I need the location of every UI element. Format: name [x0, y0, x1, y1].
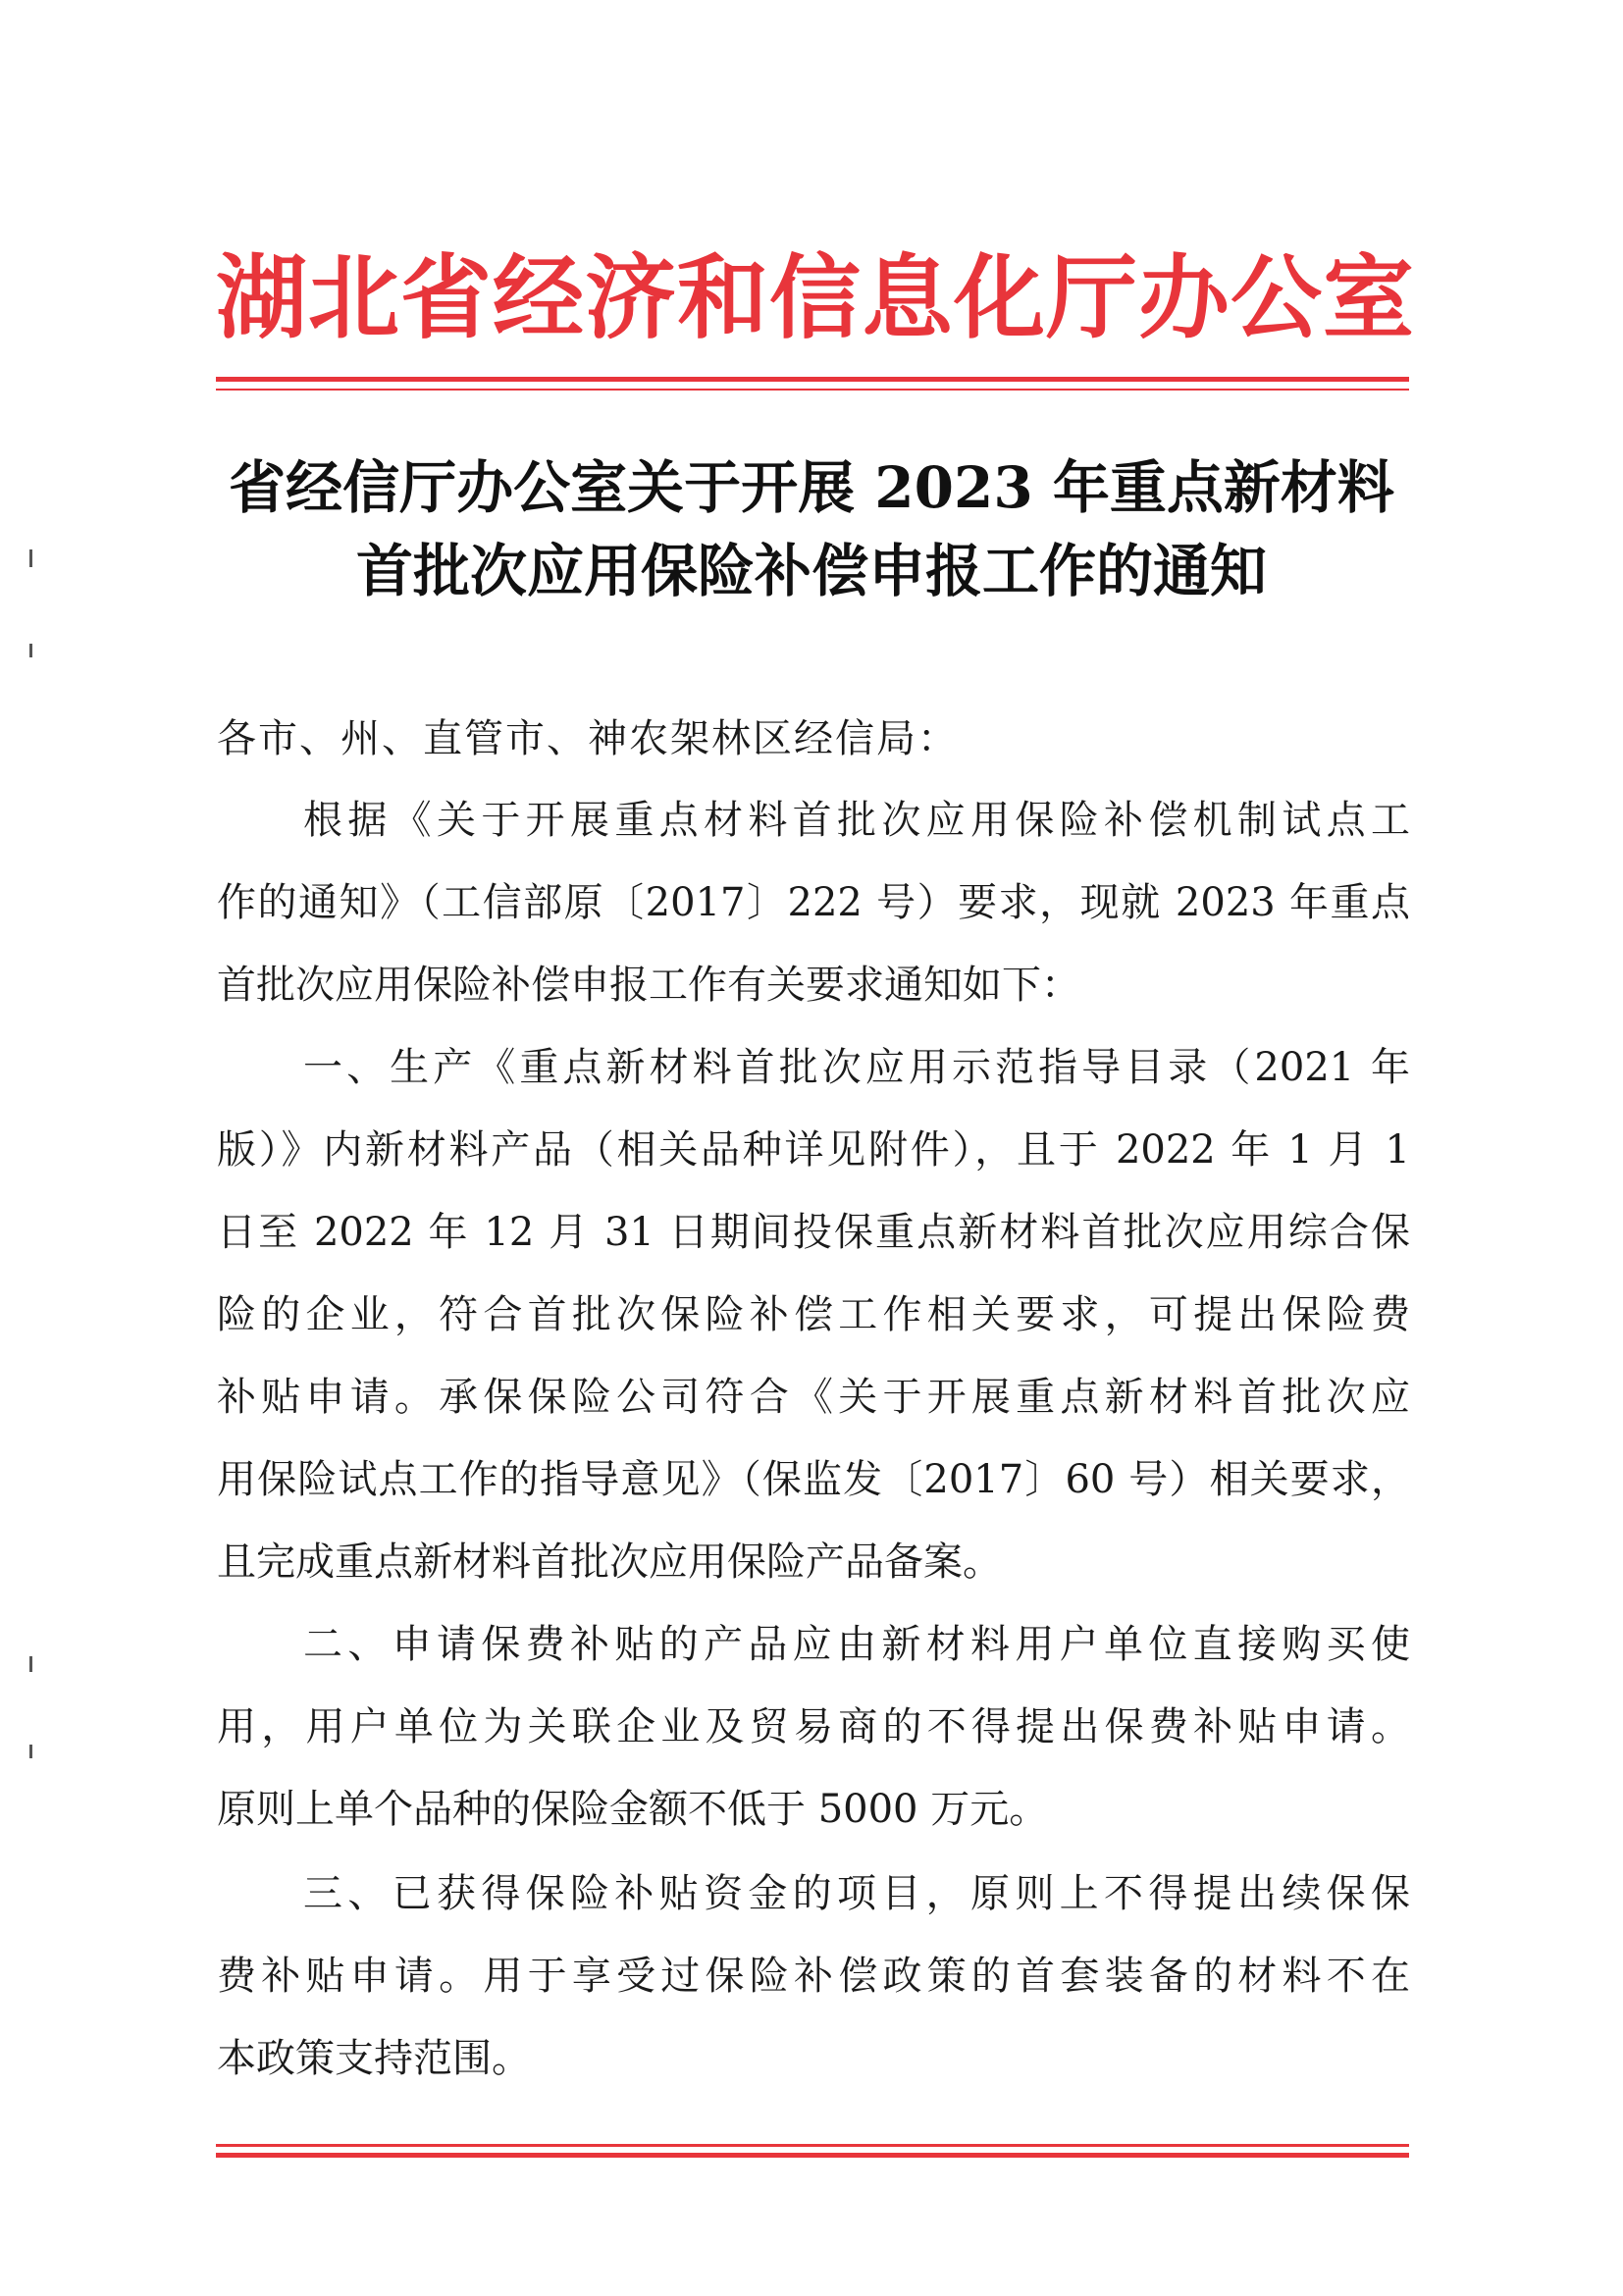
- paragraph-2-line-1: 一、生产《重点新材料首批次应用示范指导目录（2021 年: [303, 1045, 1410, 1090]
- header-rule-thin: [216, 389, 1409, 391]
- paragraph-3-line-2: 用，用户单位为关联企业及贸易商的不得提出保费补贴申请。: [217, 1704, 1410, 1749]
- paragraph-2-line-2: 版）》内新材料产品（相关品种详见附件），且于 2022 年 1 月 1: [217, 1127, 1410, 1173]
- footer-rule-thin: [216, 2144, 1409, 2147]
- paragraph-1-line-1: 根据《关于开展重点材料首批次应用保险补偿机制试点工: [303, 798, 1410, 843]
- document-title-line-1: 省经信厅办公室关于开展 2023 年重点新材料: [229, 454, 1394, 521]
- scan-mark: [29, 644, 32, 657]
- paragraph-3-line-3: 原则上单个品种的保险金额不低于 5000 万元。: [217, 1787, 1049, 1832]
- paragraph-4-line-3: 本政策支持范围。: [217, 2036, 531, 2081]
- scan-mark: [29, 1745, 32, 1758]
- scan-mark: [29, 1656, 32, 1672]
- header-rule-thick: [216, 377, 1409, 382]
- paragraph-2-line-3: 日至 2022 年 12 月 31 日期间投保重点新材料首批次应用综合保: [217, 1210, 1410, 1255]
- paragraph-4-line-1: 三、已获得保险补贴资金的项目，原则上不得提出续保保: [303, 1871, 1410, 1916]
- paragraph-1-line-3: 首批次应用保险补偿申报工作有关要求通知如下：: [217, 963, 1080, 1008]
- paragraph-2-line-4: 险的企业，符合首批次保险补偿工作相关要求，可提出保险费: [217, 1292, 1410, 1337]
- paragraph-2-line-6: 用保险试点工作的指导意见》（保监发〔2017〕60 号）相关要求，: [217, 1457, 1410, 1502]
- salutation: 各市、州、直管市、神农架林区经信局：: [217, 716, 959, 761]
- footer-rule-thick: [216, 2153, 1409, 2158]
- paragraph-2-line-5: 补贴申请。承保保险公司符合《关于开展重点新材料首批次应: [217, 1375, 1410, 1420]
- paragraph-4-line-2: 费补贴申请。用于享受过保险补偿政策的首套装备的材料不在: [217, 1954, 1410, 1999]
- masthead-title: 湖北省经济和信息化厅办公室: [216, 245, 1415, 351]
- paragraph-1-line-2: 作的通知》（工信部原〔2017〕222 号）要求，现就 2023 年重点: [217, 880, 1410, 925]
- paragraph-3-line-1: 二、申请保费补贴的产品应由新材料用户单位直接购买使: [303, 1622, 1410, 1667]
- document-title-line-2: 首批次应用保险补偿申报工作的通知: [355, 538, 1267, 604]
- scan-mark: [29, 549, 32, 567]
- paragraph-2-line-7: 且完成重点新材料首批次应用保险产品备案。: [217, 1539, 1002, 1585]
